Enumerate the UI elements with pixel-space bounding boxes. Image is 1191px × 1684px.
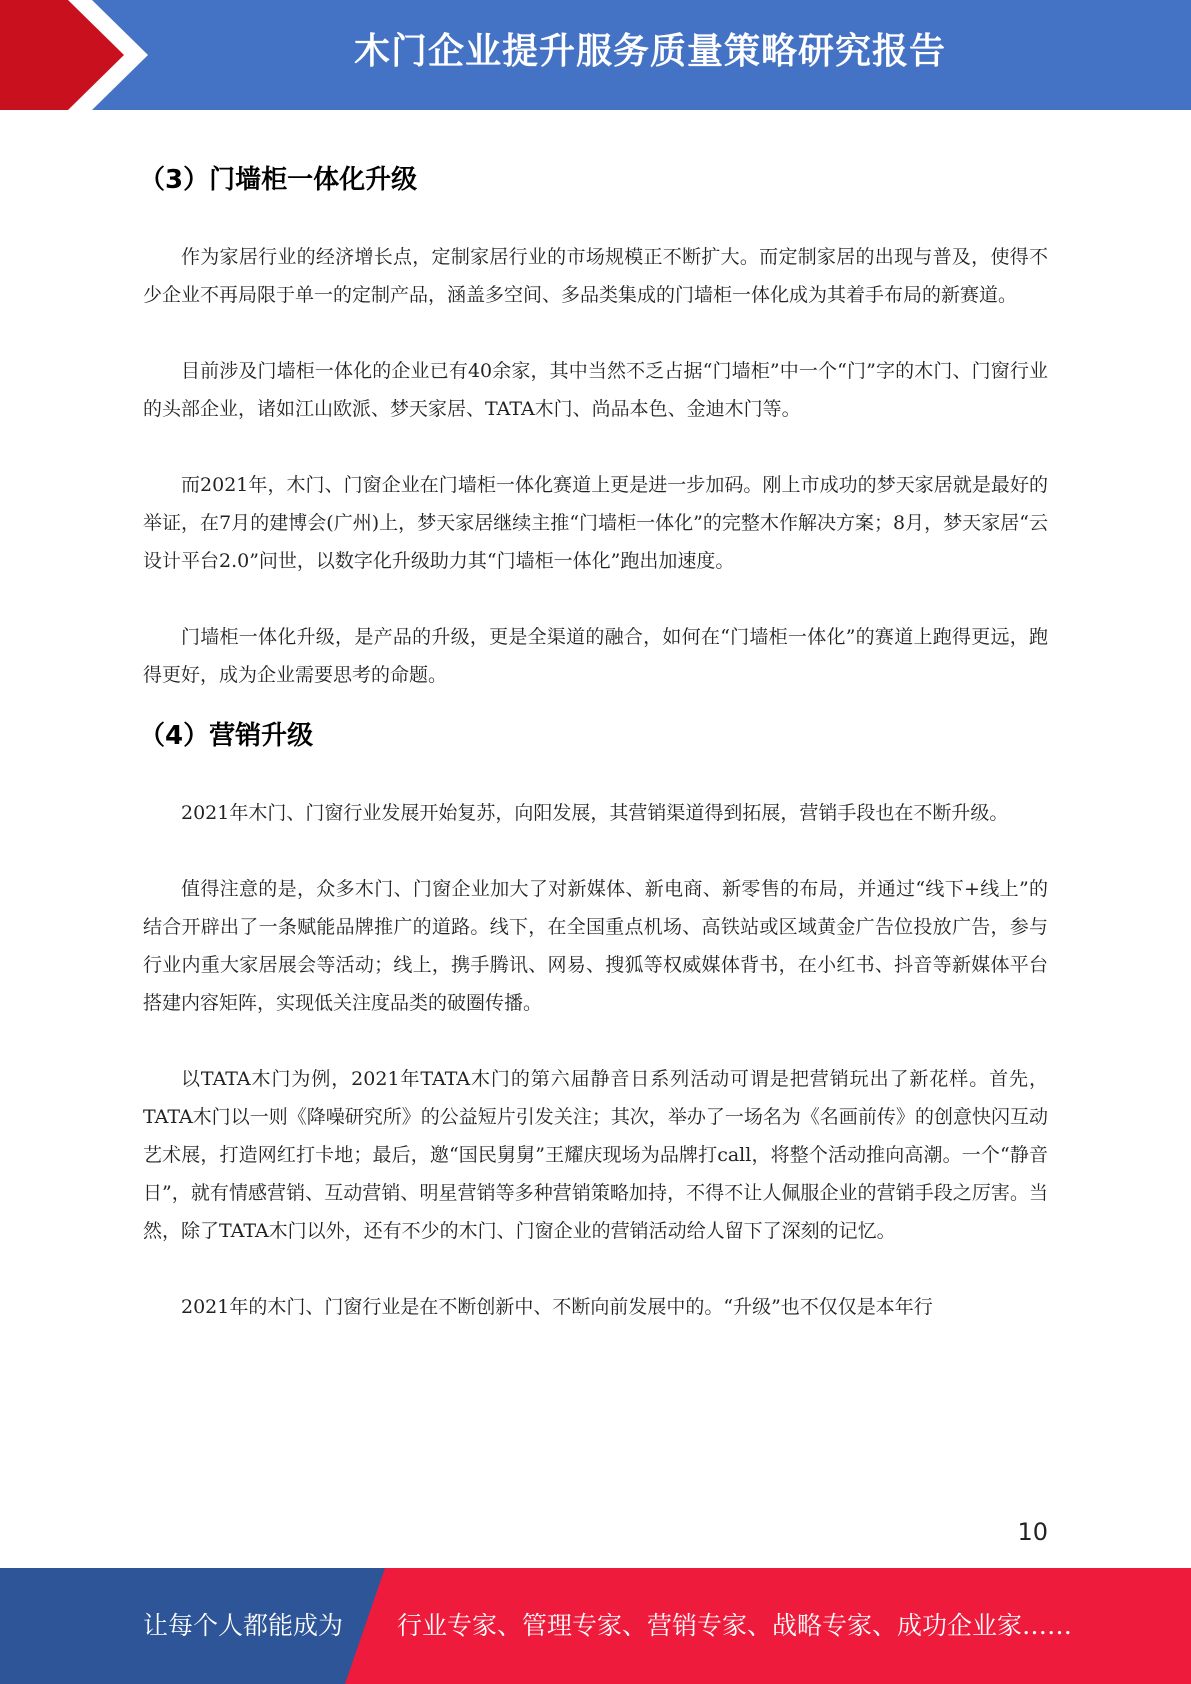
paragraph: 作为家居行业的经济增长点，定制家居行业的市场规模正不断扩大。而定制家居的出现与普及，使得不少企业不再局限于单一的定制产品，涵盖多空间、多品类集成的门墙柜一体化成为其着手布局的新赛道。 bbox=[143, 246, 1048, 306]
section-heading: （3）门墙柜一体化升级 bbox=[139, 165, 418, 195]
paragraph: 以TATA木门为例，2021年TATA木门的第六届静音日系列活动可谓是把营销玩出了新花样。首先，TATA木门以一则《降噪研究所》的公益短片引发关注；其次，举办了一场名为《名画前传》的创意快闪互动艺术展，打造网红打卡地；最后，邀“国民舅舅”王耀庆现场为品牌打call，将整个活动推向高潮。一个“静音日”，就有情感营销、互动营销、明星营销等多种营销策略加持，不得不让人佩服企业的营销手段之厉害。当然，除了TATA木门以外，还有不少的木门、门窗企业的营销活动给人留下了深刻的记忆。 bbox=[143, 1068, 1048, 1242]
section-4 bbox=[139, 716, 1048, 1326]
page-footer bbox=[0, 1568, 1191, 1684]
paragraph: 目前涉及门墙柜一体化的企业已有40余家，其中当然不乏占据“门墙柜”中一个“门”字的木门、门窗行业的头部企业，诸如江山欧派、梦天家居、TATA木门、尚品本色、金迪木门等。 bbox=[143, 360, 1048, 420]
section-3 bbox=[139, 160, 1048, 694]
paragraph: 值得注意的是，众多木门、门窗企业加大了对新媒体、新电商、新零售的布局，并通过“线下+线上”的结合开辟出了一条赋能品牌推广的道路。线下，在全国重点机场、高铁站或区域黄金广告位投放广告，参与行业内重大家居展会等活动；线上，携手腾讯、网易、搜狐等权威媒体背书，在小红书、抖音等新媒体平台搭建内容矩阵，实现低关注度品类的破圈传播。 bbox=[143, 878, 1048, 1014]
paragraph: 门墙柜一体化升级，是产品的升级，更是全渠道的融合，如何在“门墙柜一体化”的赛道上跑得更远，跑得更好，成为企业需要思考的命题。 bbox=[143, 626, 1048, 686]
paragraph: 而2021年，木门、门窗企业在门墙柜一体化赛道上更是进一步加码。刚上市成功的梦天家居就是最好的举证，在7月的建博会(广州)上，梦天家居继续主推“门墙柜一体化”的完整木作解决方案；8月，梦天家居“云设计平台2.0”问世，以数字化升级助力其“门墙柜一体化”跑出加速度。 bbox=[143, 474, 1048, 572]
paragraph: 2021年木门、门窗行业发展开始复苏，向阳发展，其营销渠道得到拓展，营销手段也在不断升级。 bbox=[181, 802, 1009, 824]
page-number: 10 bbox=[1017, 1518, 1048, 1546]
footer-slogan-right: 行业专家、管理专家、营销专家、战略专家、成功企业家…… bbox=[397, 1611, 1073, 1640]
footer-slogan-left: 让每个人都能成为 bbox=[143, 1611, 344, 1640]
page-header bbox=[0, 0, 1191, 110]
section-heading: （4）营销升级 bbox=[139, 721, 314, 751]
paragraph: 2021年的木门、门窗行业是在不断创新中、不断向前发展中的。“升级”也不仅仅是本年行 bbox=[181, 1296, 933, 1318]
main-content bbox=[139, 160, 1048, 1326]
report-title: 木门企业提升服务质量策略研究报告 bbox=[353, 31, 946, 72]
red-arrow-decoration bbox=[0, 0, 160, 110]
